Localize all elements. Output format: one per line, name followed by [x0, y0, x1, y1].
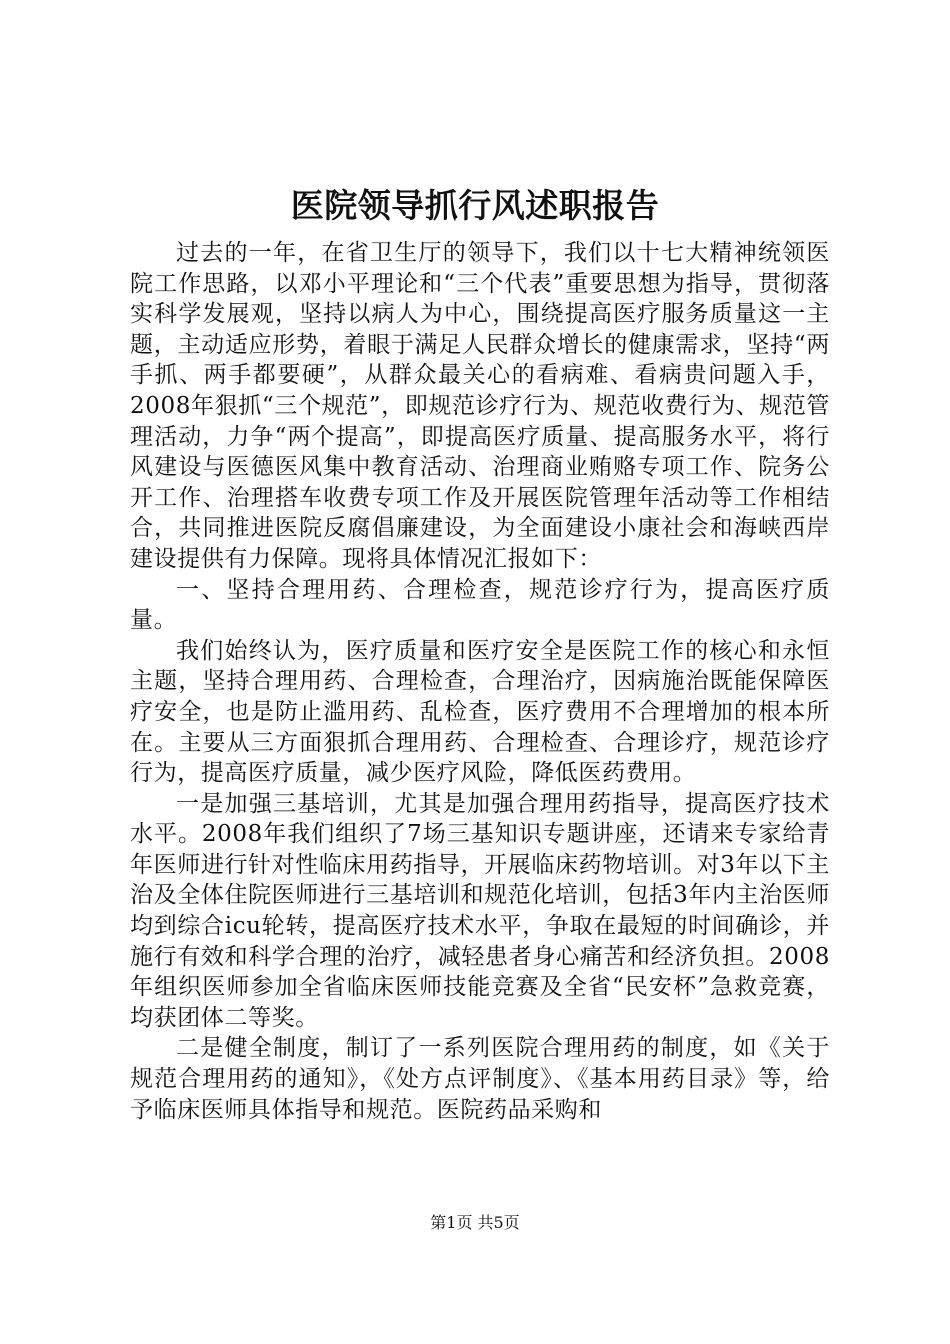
document-title: 医院领导抓行风述职报告 — [290, 186, 660, 225]
document-body — [130, 238, 830, 1125]
paragraph-quality: 我们始终认为，医疗质量和医疗安全是医院工作的核心和永恒主题，坚持合理用药、合理检查，合理治疗，因病施治既能保障医疗安全，也是防止滥用药、乱检查，医疗费用不合理增加的根本所在。主要从三方面狠抓合理用药、合理检查、合理诊疗，规范诊疗行为，提高医疗质量，减少医疗风险，降低医药费用。 — [130, 637, 830, 787]
page-indicator: 第1页 共5页 — [430, 1213, 520, 1232]
paragraph-training: 一是加强三基培训，尤其是加强合理用药指导，提高医疗技术水平。2008年我们组织了7场三基知识专题讲座，还请来专家给青年医师进行针对性临床用药指导，开展临床药物培训。对3年以下主治及全体住院医师进行三基培训和规范化培训，包括3年内主治医师均到综合icu轮转，提高医疗技术水平，争取在最短的时间确诊，并施行有效和科学合理的治疗，减轻患者身心痛苦和经济负担。2008年组织医师参加全省临床医师技能竞赛及全省“民安杯”急救竞赛，均获团体二等奖。 — [130, 790, 830, 1031]
paragraph-regulations: 二是健全制度，制订了一系列医院合理用药的制度，如《关于规范合理用药的通知》，《处方点评制度》、《基本用药目录》等，给予临床医师具体指导和规范。医院药品采购和 — [130, 1035, 830, 1123]
paragraph-intro: 过去的一年，在省卫生厅的领导下，我们以十七大精神统领医院工作思路，以邓小平理论和“三个代表”重要思想为指导，贯彻落实科学发展观，坚持以病人为中心，围绕提高医疗服务质量这一主题，主动适应形势，着眼于满足人民群众增长的健康需求，坚持“两手抓、两手都要硬”，从群众最关心的看病难、看病贵问题入手，2008年狠抓“三个规范”，即规范诊疗行为、规范收费行为、规范管理活动，力争“两个提高”，即提高医疗质量、提高服务水平，将行风建设与医德医风集中教育活动、治理商业贿赂专项工作、院务公开工作、治理搭车收费专项工作及开展医院管理年活动等工作相结合，共同推进医院反腐倡廉建设，为全面建设小康社会和海峡西岸建设提供有力保障。现将具体情况汇报如下： — [130, 240, 830, 572]
paragraph-section-heading: 一、坚持合理用药、合理检查，规范诊疗行为，提高医疗质量。 — [130, 576, 830, 634]
